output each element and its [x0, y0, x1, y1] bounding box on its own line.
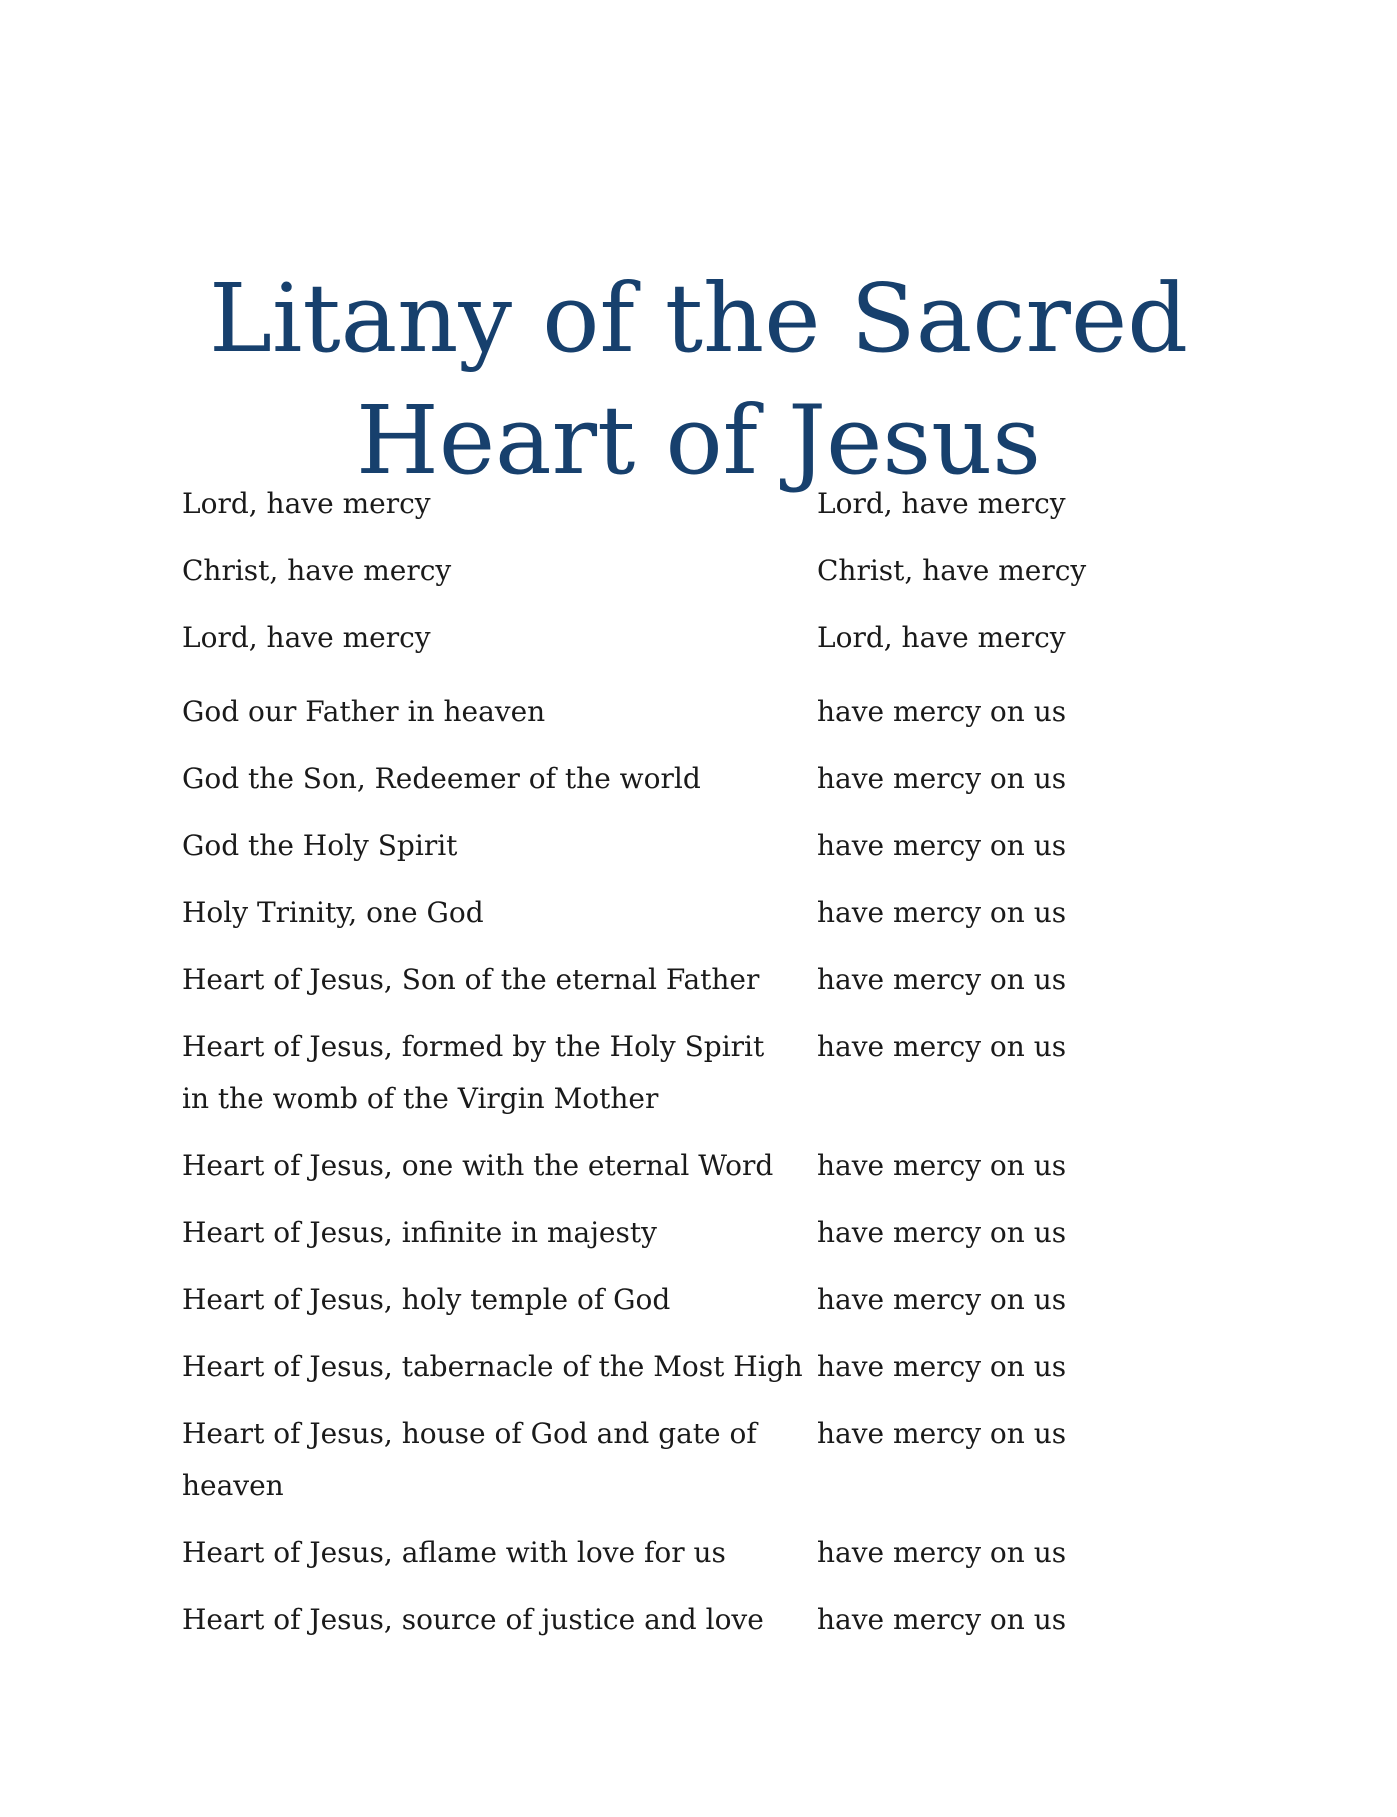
title-line-1: Litany of the Sacred — [208, 263, 1189, 374]
invocation-text: Heart of Jesus, holy temple of God — [182, 1283, 671, 1316]
invocation-line-2: in the womb of the Virgin Mother — [182, 1082, 659, 1115]
invocation-text: Holy Trinity, one God — [182, 896, 484, 929]
litany-row — [182, 820, 1232, 872]
response-text: Lord, have mercy — [817, 487, 1066, 520]
response-text: have mercy on us — [817, 1603, 1067, 1636]
response-text: Christ, have mercy — [817, 554, 1087, 587]
litany-row — [182, 1594, 1232, 1646]
litany-list — [182, 478, 1232, 1661]
invocation-text: Heart of Jesus, infinite in majesty — [182, 1216, 657, 1249]
page-title — [0, 258, 1397, 502]
litany-row — [182, 1207, 1232, 1259]
litany-row — [182, 686, 1232, 738]
invocation-text: Heart of Jesus, tabernacle of the Most High — [182, 1350, 803, 1383]
invocation-line-1: Heart of Jesus, formed by the Holy Spirit — [182, 1030, 765, 1063]
invocation-text: Lord, have mercy — [182, 487, 431, 520]
invocation-line-1: Heart of Jesus, house of God and gate of — [182, 1417, 757, 1450]
litany-row — [182, 1341, 1232, 1393]
litany-row — [182, 1021, 1232, 1125]
response-text: have mercy on us — [817, 1283, 1067, 1316]
invocation-text: Heart of Jesus, one with the eternal Word — [182, 1149, 774, 1182]
invocation-text: Lord, have mercy — [182, 621, 431, 654]
invocation-text: Christ, have mercy — [182, 554, 452, 587]
invocation-text: God our Father in heaven — [182, 695, 546, 728]
response-text: have mercy on us — [817, 1030, 1067, 1063]
response-text: have mercy on us — [817, 896, 1067, 929]
response-text: have mercy on us — [817, 1350, 1067, 1383]
response-text: have mercy on us — [817, 829, 1067, 862]
litany-row — [182, 1408, 1232, 1512]
response-text: have mercy on us — [817, 1149, 1067, 1182]
response-text: have mercy on us — [817, 1216, 1067, 1249]
litany-row — [182, 1140, 1232, 1192]
invocation-text: God the Son, Redeemer of the world — [182, 762, 701, 795]
litany-row — [182, 887, 1232, 939]
invocation-text: God the Holy Spirit — [182, 829, 458, 862]
litany-row — [182, 1527, 1232, 1579]
invocation-text: Heart of Jesus, source of justice and love — [182, 1603, 764, 1636]
response-text: Lord, have mercy — [817, 621, 1066, 654]
invocation-text — [182, 1408, 817, 1512]
response-text: have mercy on us — [817, 695, 1067, 728]
invocation-text: Heart of Jesus, Son of the eternal Father — [182, 963, 760, 996]
response-text: have mercy on us — [817, 1417, 1067, 1450]
invocation-text: Heart of Jesus, aflame with love for us — [182, 1536, 726, 1569]
invocation-text — [182, 1021, 817, 1125]
response-text: have mercy on us — [817, 963, 1067, 996]
litany-row — [182, 1274, 1232, 1326]
litany-row — [182, 478, 1232, 530]
response-text: have mercy on us — [817, 762, 1067, 795]
litany-row — [182, 612, 1232, 664]
litany-row — [182, 545, 1232, 597]
title-line-2: Heart of Jesus — [355, 385, 1042, 496]
litany-row — [182, 954, 1232, 1006]
response-text: have mercy on us — [817, 1536, 1067, 1569]
litany-row — [182, 753, 1232, 805]
invocation-line-2: heaven — [182, 1469, 284, 1502]
